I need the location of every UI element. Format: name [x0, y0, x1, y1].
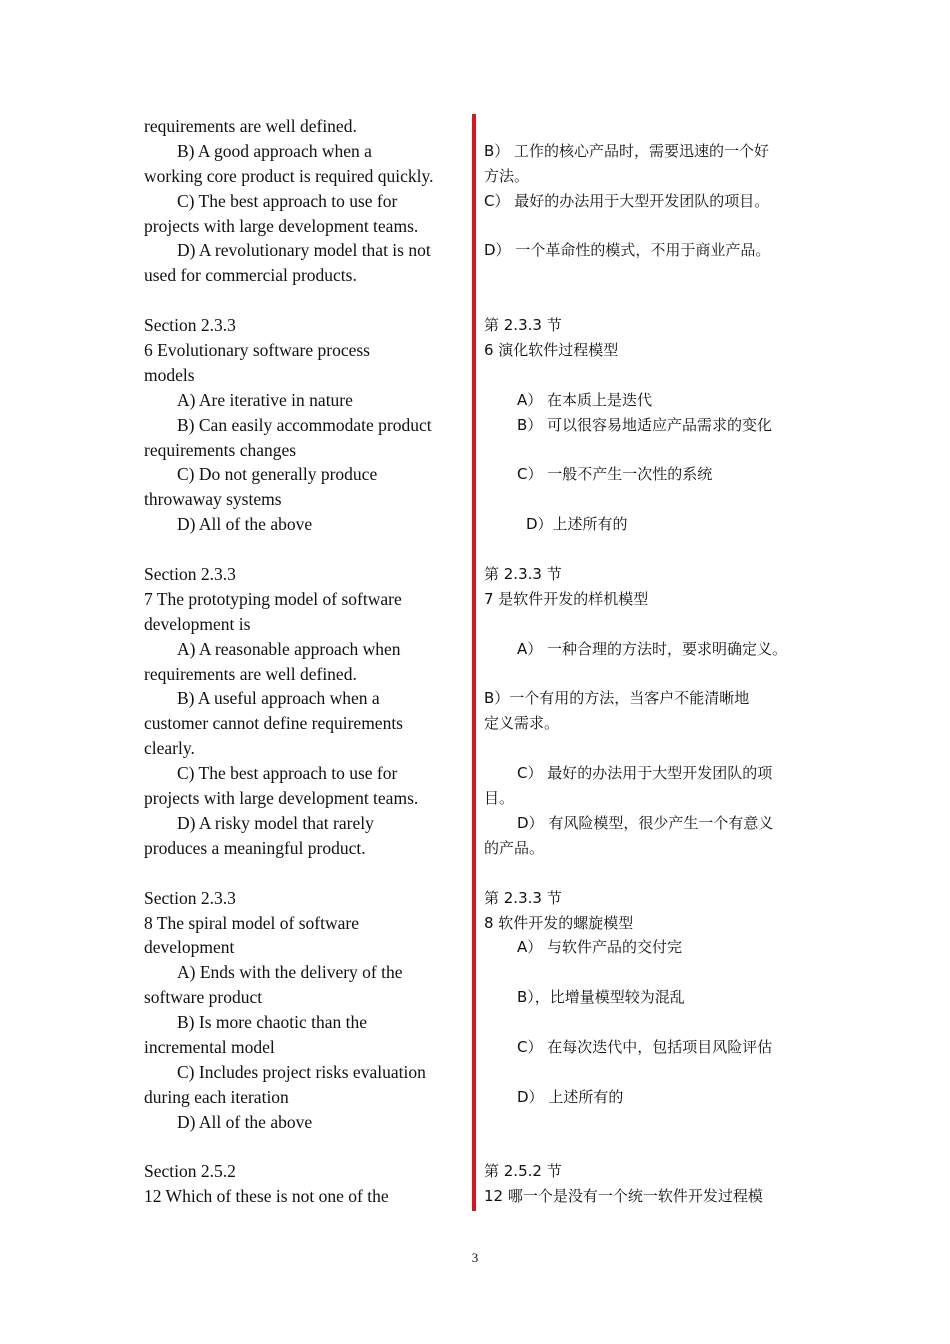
option-c: C) Includes project risks evaluation — [177, 1061, 426, 1082]
text-line: working core product is required quickly. — [144, 165, 434, 186]
text-line: incremental model — [144, 1036, 275, 1057]
option-d: D) All of the above — [177, 514, 313, 535]
option-d: D) A revolutionary model that is not — [177, 240, 431, 261]
text-line: requirements changes — [144, 439, 297, 460]
option-c: C） 一般不产生一次性的系统 — [517, 465, 713, 484]
text-line: 目。 — [484, 789, 515, 808]
text-line: produces a meaningful product. — [144, 837, 366, 858]
text-line: software product — [144, 987, 263, 1008]
text-line: 的产品。 — [484, 838, 545, 857]
option-b: B) A good approach when a — [177, 140, 372, 161]
section-heading: 第 2.3.3 节 — [484, 316, 562, 335]
option-b: B），比增量模型较为混乱 — [517, 988, 685, 1007]
question-text: 12 Which of these is not one of the — [144, 1186, 389, 1207]
option-c: C) The best approach to use for — [177, 190, 398, 211]
text-line: clearly. — [144, 738, 195, 759]
question-text: 6 演化软件过程模型 — [484, 341, 619, 360]
text-line: customer cannot define requirements — [144, 713, 403, 734]
text-line: 定义需求。 — [484, 714, 560, 733]
option-b: B) Is more chaotic than the — [177, 1012, 368, 1033]
option-c: C) Do not generally produce — [177, 464, 378, 485]
text-line: projects with large development teams. — [144, 788, 419, 809]
option-a: A） 一种合理的方法时，要求明确定义。 — [517, 639, 788, 658]
option-b: B) Can easily accommodate product — [177, 414, 432, 435]
question-text: development — [144, 937, 235, 958]
option-c: C） 最好的办法用于大型开发团队的项 — [517, 764, 773, 783]
option-c: C） 最好的办法用于大型开发团队的项目。 — [484, 191, 770, 210]
option-b: B）一个有用的方法，当客户不能清晰地 — [484, 689, 750, 708]
question-text: models — [144, 364, 195, 385]
section-heading: Section 2.3.3 — [144, 564, 236, 585]
column-divider — [472, 114, 476, 1211]
section-heading: Section 2.3.3 — [144, 887, 236, 908]
question-text: 7 是软件开发的样机模型 — [484, 589, 649, 608]
option-d: D) All of the above — [177, 1111, 313, 1132]
question-text: 6 Evolutionary software process — [144, 340, 370, 361]
question-text: 7 The prototyping model of software — [144, 588, 402, 609]
option-a: A） 与软件产品的交付完 — [517, 938, 683, 957]
section-heading: 第 2.3.3 节 — [484, 888, 562, 907]
section-heading: 第 2.3.3 节 — [484, 565, 562, 584]
english-column — [144, 114, 469, 1209]
text-line: during each iteration — [144, 1086, 289, 1107]
question-text: development is — [144, 613, 251, 634]
section-heading: Section 2.3.3 — [144, 315, 236, 336]
text-line: 方法。 — [484, 166, 530, 185]
option-b: B) A useful approach when a — [177, 688, 380, 709]
option-b: B） 工作的核心产品时，需要迅速的一个好 — [484, 141, 770, 160]
text-line: projects with large development teams. — [144, 215, 419, 236]
option-d: D）上述所有的 — [526, 515, 628, 534]
option-c: C） 在每次迭代中，包括项目风险评估 — [517, 1037, 773, 1056]
option-c: C) The best approach to use for — [177, 763, 398, 784]
chinese-column — [484, 114, 812, 1209]
option-d: D） 一个革命性的模式，不用于商业产品。 — [484, 241, 771, 260]
option-d: D） 有风险模型，很少产生一个有意义 — [517, 813, 774, 832]
text-line: used for commercial products. — [144, 265, 357, 286]
option-b: B） 可以很容易地适应产品需求的变化 — [517, 415, 773, 434]
option-a: A） 在本质上是迭代 — [517, 390, 653, 409]
option-d: D） 上述所有的 — [517, 1087, 624, 1106]
question-text: 8 The spiral model of software — [144, 912, 359, 933]
text-line: requirements are well defined. — [144, 663, 357, 684]
option-a: A) Ends with the delivery of the — [177, 962, 403, 983]
option-a: A) Are iterative in nature — [177, 389, 353, 410]
option-d: D) A risky model that rarely — [177, 812, 374, 833]
section-heading: Section 2.5.2 — [144, 1161, 236, 1182]
section-heading: 第 2.5.2 节 — [484, 1162, 562, 1181]
question-text: 12 哪一个是没有一个统一软件开发过程模 — [484, 1187, 763, 1206]
text-line: throwaway systems — [144, 489, 282, 510]
option-a: A) A reasonable approach when — [177, 638, 401, 659]
question-text: 8 软件开发的螺旋模型 — [484, 913, 634, 932]
page-number: 3 — [471, 1250, 479, 1265]
text-line: requirements are well defined. — [144, 116, 357, 136]
